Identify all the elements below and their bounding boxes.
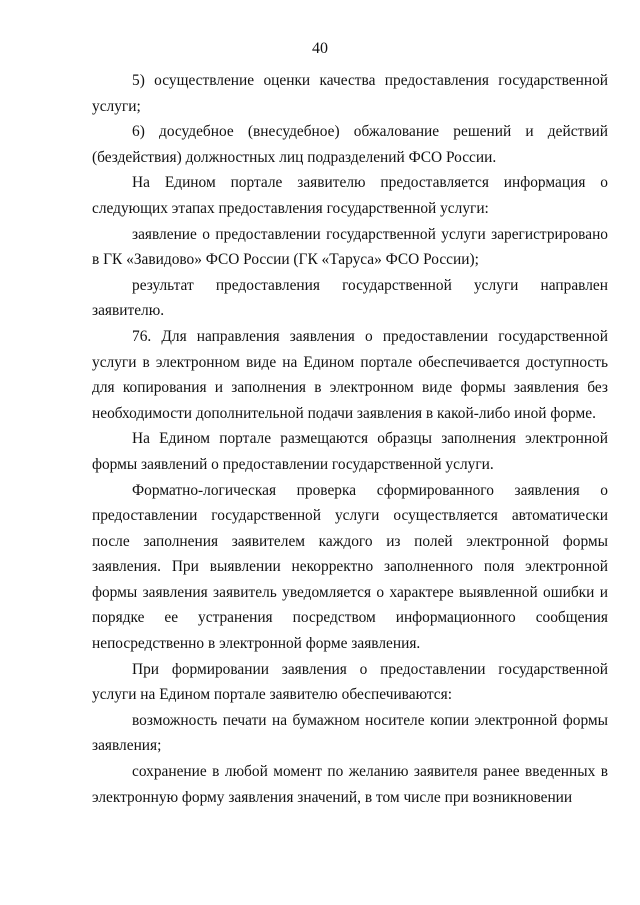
paragraph-stage-result: результат предоставления государственной услуги направлен заявителю. [92,276,608,320]
paragraph-portal-info: На Едином портале заявителю предоставляется информация о следующих этапах предоставления государственной услуги: [92,174,608,217]
paragraph-samples: На Едином портале размещаются образцы заполнения электронной формы заявлений о предоставлении государственной услуги. [92,430,608,473]
paragraph-printing: возможность печати на бумажном носителе копии электронной формы заявления; [92,711,608,755]
paragraph-stage-registered: заявление о предоставлении государственной услуги зарегистрировано в ГК «Завидово» ФСО России (ГК «Таруса» ФСО России); [92,225,608,269]
paragraph-item-6: 6) досудебное (внесудебное) обжалование решений и действий (бездействия) должностных лиц подразделений ФСО России. [92,123,608,166]
page-number: 40 [312,40,328,57]
paragraph-forming: При формировании заявления о предоставлении государственной услуги на Едином портале заявителю обеспечиваются: [92,660,608,704]
paragraph-76: 76. Для направления заявления о предоставлении государственной услуги в электронном виде на Едином портале обеспечивается доступность для копирования и заполнения в электронном виде формы заявления без необходимости дополнительной подачи заявления в какой-либо иной форме. [92,327,608,422]
document-body [92,68,608,810]
paragraph-format-check: Форматно-логическая проверка сформированного заявления о предоставлении государственной услуги осуществляется автоматически после заполнения заявителем каждого из полей электронной формы заявления. При выявлении некорректно заполненного поля электронной формы заявления заявитель уведомляется о характере выявленной ошибки и порядке ее устранения посредством информационного сообщения непосредственно в электронной форме заявления. [92,481,608,653]
paragraph-saving: сохранение в любой момент по желанию заявителя ранее введенных в электронную форму заявления значений, в том числе при возникновении [92,763,608,806]
paragraph-item-5: 5) осуществление оценки качества предоставления государственной услуги; [92,72,608,115]
